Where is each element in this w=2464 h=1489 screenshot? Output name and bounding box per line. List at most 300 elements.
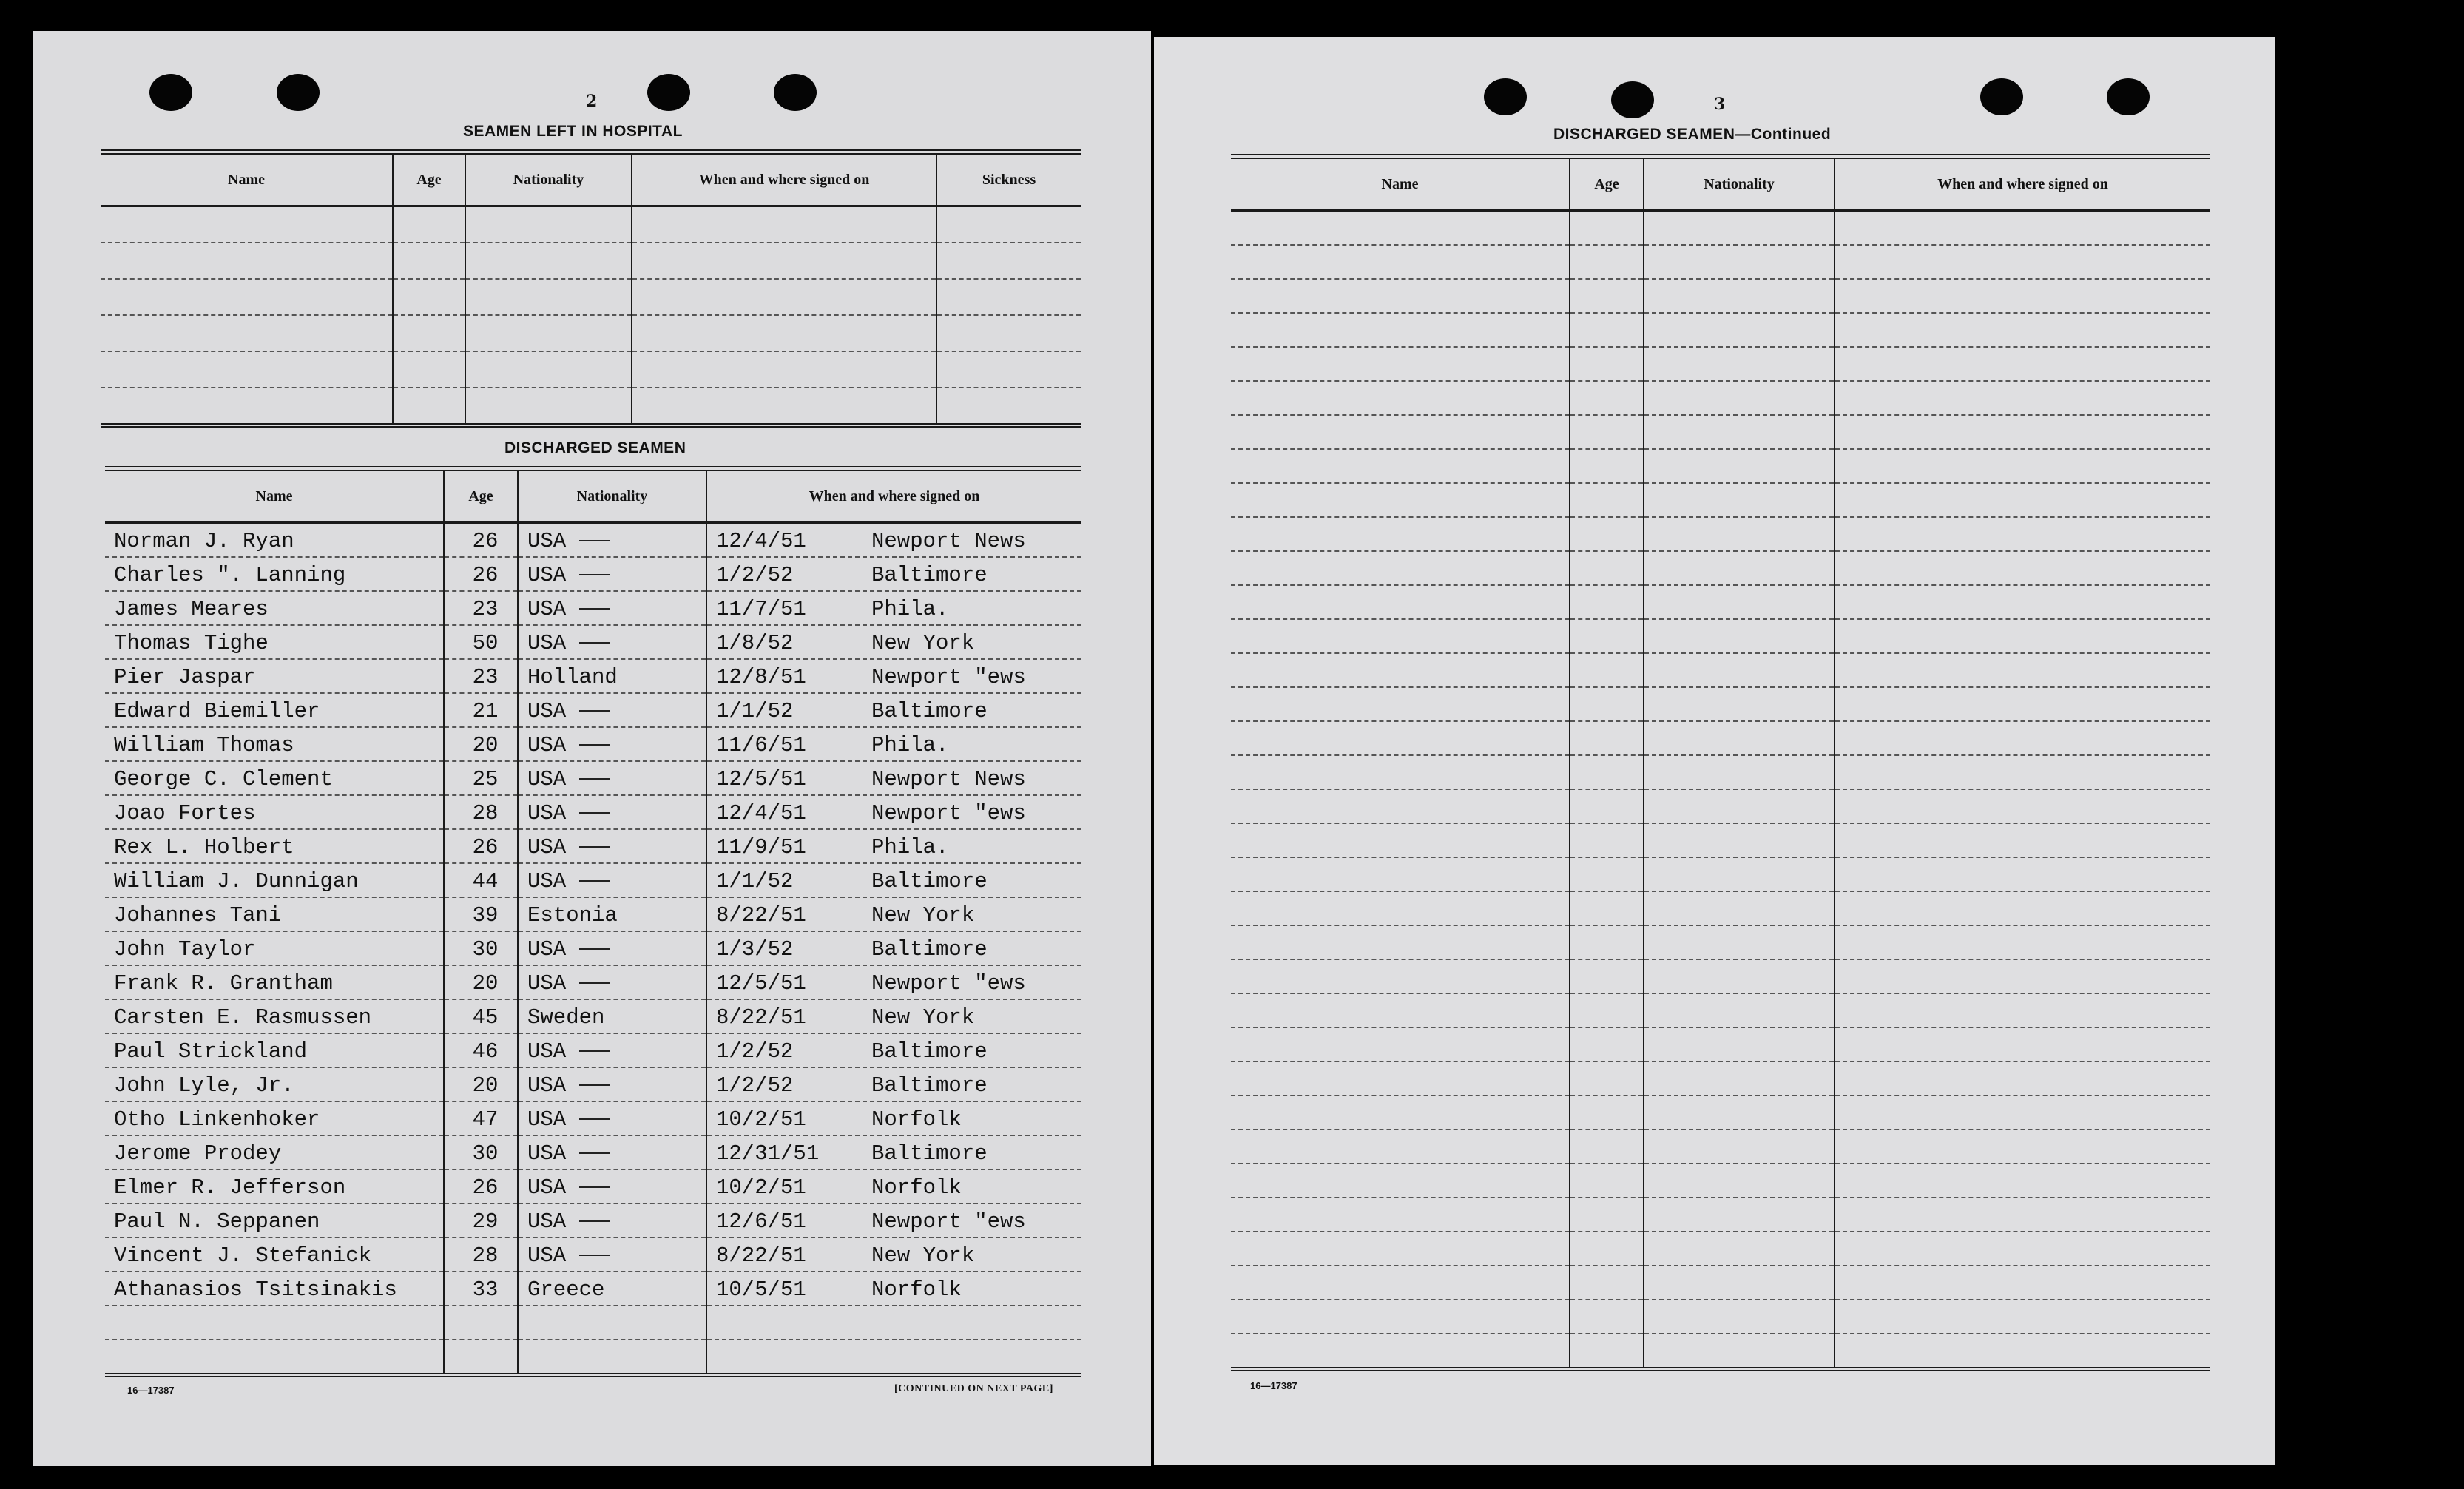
- col-header-sickness: Sickness: [936, 152, 1081, 206]
- nationality-cell: [465, 206, 632, 243]
- seaman-age: 44: [444, 863, 518, 897]
- table-row: [105, 1340, 1081, 1375]
- seaman-name: Paul Strickland: [105, 1033, 444, 1067]
- seaman-age: 39: [444, 897, 518, 931]
- name-cell: [1231, 993, 1570, 1027]
- table-row: [1231, 1095, 2210, 1130]
- when-where-cell: [1835, 789, 2210, 823]
- when-where-cell: [1835, 721, 2210, 755]
- ditto-dash: [579, 710, 610, 712]
- nationality-cell: [1644, 1130, 1835, 1164]
- name-cell: [1231, 211, 1570, 246]
- seaman-nationality: USA: [527, 835, 567, 860]
- table-row: [105, 1272, 1081, 1306]
- age-cell: [1570, 1095, 1644, 1130]
- age-cell: [1570, 959, 1644, 993]
- nationality-cell: [1644, 1027, 1835, 1061]
- age-cell: [1570, 1232, 1644, 1266]
- page-number: 3: [1714, 95, 1726, 114]
- signed-on-place: Phila.: [871, 835, 949, 860]
- name-cell: [1231, 415, 1570, 449]
- signed-on-place: Newport News: [871, 529, 1026, 553]
- seaman-nationality: USA: [527, 937, 567, 962]
- nationality-cell: [1644, 891, 1835, 925]
- age-cell: [393, 206, 465, 243]
- name-cell: [1231, 1095, 1570, 1130]
- seaman-nationality: USA: [527, 1039, 567, 1064]
- signed-on-date: 12/31/51: [716, 1141, 820, 1166]
- seaman-nationality-cell: [518, 659, 706, 693]
- name-cell: [105, 1306, 444, 1340]
- age-cell: [1570, 687, 1644, 721]
- table-row: [1231, 959, 2210, 993]
- age-cell: [393, 351, 465, 388]
- when-where-cell: [1835, 551, 2210, 585]
- when-where-cell: [1835, 483, 2210, 517]
- ditto-dash: [579, 1050, 610, 1052]
- nationality-cell: [1644, 1061, 1835, 1095]
- when-where-cell: [1835, 381, 2210, 415]
- seaman-name: Vincent J. Stefanick: [105, 1238, 444, 1272]
- age-cell: [1570, 1334, 1644, 1369]
- seaman-name: Carsten E. Rasmussen: [105, 999, 444, 1033]
- hospital-table: [101, 149, 1081, 428]
- name-cell: [1231, 1232, 1570, 1266]
- signed-on-date: 12/5/51: [716, 971, 806, 996]
- when-where-cell: [1835, 585, 2210, 619]
- seaman-when-where-cell: [706, 659, 1081, 693]
- seaman-when-where-cell: [706, 727, 1081, 761]
- punch-hole: [277, 74, 320, 111]
- seaman-age: 20: [444, 1067, 518, 1101]
- table-row: [1231, 857, 2210, 891]
- ditto-dash: [579, 1118, 610, 1120]
- when-where-cell: [632, 388, 936, 425]
- table-row: [1231, 1334, 2210, 1369]
- age-cell: [1570, 721, 1644, 755]
- signed-on-place: Norfolk: [871, 1107, 962, 1132]
- table-row: [1231, 1232, 2210, 1266]
- age-cell: [1570, 925, 1644, 959]
- name-cell: [1231, 245, 1570, 279]
- age-cell: [1570, 1198, 1644, 1232]
- seaman-nationality-cell: [518, 795, 706, 829]
- table-row: [101, 315, 1081, 351]
- hospital-section-title: SEAMEN LEFT IN HOSPITAL: [463, 123, 683, 140]
- table-row: [105, 523, 1081, 558]
- signed-on-date: 8/22/51: [716, 1243, 806, 1268]
- name-cell: [1231, 449, 1570, 483]
- table-row: [105, 693, 1081, 727]
- seaman-nationality: USA: [527, 597, 567, 621]
- when-where-cell: [1835, 891, 2210, 925]
- seaman-age: 30: [444, 1135, 518, 1169]
- when-where-cell: [1835, 279, 2210, 313]
- seaman-age: 26: [444, 1169, 518, 1203]
- seaman-when-where-cell: [706, 1101, 1081, 1135]
- seaman-when-where-cell: [706, 829, 1081, 863]
- seaman-nationality-cell: [518, 863, 706, 897]
- seaman-name: Elmer R. Jefferson: [105, 1169, 444, 1203]
- table-row: [1231, 721, 2210, 755]
- nationality-cell: [1644, 857, 1835, 891]
- signed-on-place: Baltimore: [871, 563, 988, 587]
- seaman-when-where-cell: [706, 1033, 1081, 1067]
- table-row: [105, 863, 1081, 897]
- ditto-dash: [579, 778, 610, 780]
- nationality-cell: [1644, 381, 1835, 415]
- when-where-cell: [1835, 857, 2210, 891]
- when-where-cell: [1835, 517, 2210, 551]
- col-header-name: Name: [1231, 157, 1570, 211]
- discharged-continued-table: [1231, 154, 2210, 1371]
- seaman-nationality-cell: [518, 727, 706, 761]
- age-cell: [1570, 415, 1644, 449]
- seaman-name: Thomas Tighe: [105, 625, 444, 659]
- nationality-cell: [1644, 959, 1835, 993]
- seaman-nationality: USA: [527, 971, 567, 996]
- nationality-cell: [1644, 551, 1835, 585]
- seaman-name: William J. Dunnigan: [105, 863, 444, 897]
- sickness-cell: [936, 388, 1081, 425]
- signed-on-date: 10/2/51: [716, 1107, 806, 1132]
- name-cell: [1231, 789, 1570, 823]
- signed-on-date: 12/6/51: [716, 1209, 806, 1234]
- table-row: [1231, 1061, 2210, 1095]
- seaman-name: Pier Jaspar: [105, 659, 444, 693]
- seaman-age: 26: [444, 557, 518, 591]
- name-cell: [1231, 1061, 1570, 1095]
- age-cell: [1570, 1027, 1644, 1061]
- signed-on-date: 1/2/52: [716, 1073, 794, 1098]
- signed-on-place: Phila.: [871, 597, 949, 621]
- table-row: [105, 1169, 1081, 1203]
- table-row: [105, 659, 1081, 693]
- signed-on-place: Norfolk: [871, 1277, 962, 1302]
- table-row: [105, 557, 1081, 591]
- seaman-nationality-cell: [518, 1135, 706, 1169]
- table-row: [101, 243, 1081, 279]
- seaman-nationality-cell: [518, 1169, 706, 1203]
- col-header-name: Name: [105, 469, 444, 523]
- nationality-cell: [465, 315, 632, 351]
- table-row: [1231, 789, 2210, 823]
- table-row: [1231, 551, 2210, 585]
- when-where-cell: [706, 1306, 1081, 1340]
- table-row: [1231, 483, 2210, 517]
- col-header-age: Age: [1570, 157, 1644, 211]
- signed-on-date: 11/9/51: [716, 835, 806, 860]
- signed-on-place: Phila.: [871, 733, 949, 757]
- seaman-nationality-cell: [518, 1238, 706, 1272]
- ditto-dash: [579, 1255, 610, 1256]
- ditto-dash: [579, 812, 610, 814]
- punch-hole: [647, 74, 690, 111]
- seaman-when-where-cell: [706, 1067, 1081, 1101]
- seaman-name: Rex L. Holbert: [105, 829, 444, 863]
- punch-hole: [774, 74, 817, 111]
- when-where-cell: [1835, 1164, 2210, 1198]
- when-where-cell: [1835, 245, 2210, 279]
- seaman-age: 33: [444, 1272, 518, 1306]
- signed-on-place: Newport "ews: [871, 1209, 1026, 1234]
- seaman-when-where-cell: [706, 965, 1081, 999]
- table-row: [105, 931, 1081, 965]
- name-cell: [101, 206, 393, 243]
- seaman-name: Athanasios Tsitsinakis: [105, 1272, 444, 1306]
- seaman-name: John Lyle, Jr.: [105, 1067, 444, 1101]
- nationality-cell: [1644, 211, 1835, 246]
- name-cell: [1231, 1198, 1570, 1232]
- table-row: [1231, 653, 2210, 687]
- seaman-when-where-cell: [706, 897, 1081, 931]
- name-cell: [1231, 619, 1570, 653]
- name-cell: [1231, 1334, 1570, 1369]
- table-row: [1231, 585, 2210, 619]
- col-header-nationality: Nationality: [1644, 157, 1835, 211]
- nationality-cell: [1644, 483, 1835, 517]
- ditto-dash: [579, 880, 610, 882]
- name-cell: [1231, 1130, 1570, 1164]
- seaman-when-where-cell: [706, 1272, 1081, 1306]
- name-cell: [101, 315, 393, 351]
- name-cell: [1231, 653, 1570, 687]
- nationality-cell: [1644, 1198, 1835, 1232]
- when-where-cell: [1835, 347, 2210, 381]
- table-row: [1231, 687, 2210, 721]
- when-where-cell: [1835, 1095, 2210, 1130]
- name-cell: [1231, 687, 1570, 721]
- table-row: [1231, 313, 2210, 347]
- ditto-dash: [579, 1152, 610, 1154]
- signed-on-place: Baltimore: [871, 1073, 988, 1098]
- table-row: [1231, 245, 2210, 279]
- table-row: [105, 625, 1081, 659]
- age-cell: [1570, 381, 1644, 415]
- age-cell: [1570, 211, 1644, 246]
- age-cell: [1570, 857, 1644, 891]
- seaman-nationality-cell: [518, 1272, 706, 1306]
- when-where-cell: [706, 1340, 1081, 1375]
- seaman-nationality: USA: [527, 563, 567, 587]
- seaman-nationality-cell: [518, 999, 706, 1033]
- seaman-nationality: USA: [527, 1107, 567, 1132]
- table-row: [1231, 755, 2210, 789]
- age-cell: [1570, 789, 1644, 823]
- when-where-cell: [632, 206, 936, 243]
- seaman-nationality: USA: [527, 767, 567, 791]
- seaman-nationality-cell: [518, 897, 706, 931]
- table-row: [1231, 619, 2210, 653]
- seaman-age: 25: [444, 761, 518, 795]
- signed-on-date: 12/4/51: [716, 529, 806, 553]
- nationality-cell: [1644, 993, 1835, 1027]
- signed-on-place: Newport "ews: [871, 971, 1026, 996]
- seaman-nationality: Estonia: [527, 903, 618, 928]
- seaman-name: Paul N. Seppanen: [105, 1203, 444, 1238]
- nationality-cell: [518, 1340, 706, 1375]
- name-cell: [1231, 483, 1570, 517]
- signed-on-place: Newport "ews: [871, 665, 1026, 689]
- seaman-nationality-cell: [518, 1101, 706, 1135]
- seaman-name: William Thomas: [105, 727, 444, 761]
- table-row: [105, 761, 1081, 795]
- signed-on-place: Baltimore: [871, 699, 988, 723]
- seaman-name: Edward Biemiller: [105, 693, 444, 727]
- table-row: [105, 1306, 1081, 1340]
- seaman-age: 45: [444, 999, 518, 1033]
- table-row: [1231, 1198, 2210, 1232]
- nationality-cell: [1644, 585, 1835, 619]
- name-cell: [1231, 823, 1570, 857]
- seaman-when-where-cell: [706, 1238, 1081, 1272]
- signed-on-date: 12/4/51: [716, 801, 806, 825]
- when-where-cell: [1835, 823, 2210, 857]
- seaman-nationality-cell: [518, 591, 706, 625]
- table-row: [1231, 993, 2210, 1027]
- seaman-nationality-cell: [518, 1033, 706, 1067]
- table-row: [105, 727, 1081, 761]
- signed-on-date: 12/8/51: [716, 665, 806, 689]
- age-cell: [393, 315, 465, 351]
- age-cell: [1570, 279, 1644, 313]
- name-cell: [1231, 347, 1570, 381]
- col-header-nationality: Nationality: [465, 152, 632, 206]
- signed-on-place: New York: [871, 1243, 975, 1268]
- seaman-nationality: USA: [527, 801, 567, 825]
- table-row: [105, 795, 1081, 829]
- nationality-cell: [1644, 415, 1835, 449]
- name-cell: [1231, 279, 1570, 313]
- seaman-when-where-cell: [706, 999, 1081, 1033]
- signed-on-place: Baltimore: [871, 869, 988, 894]
- signed-on-date: 1/1/52: [716, 869, 794, 894]
- table-row: [105, 1203, 1081, 1238]
- nationality-cell: [1644, 823, 1835, 857]
- seaman-when-where-cell: [706, 1169, 1081, 1203]
- continued-note: [CONTINUED ON NEXT PAGE]: [894, 1383, 1053, 1394]
- seaman-name: John Taylor: [105, 931, 444, 965]
- seaman-age: 23: [444, 591, 518, 625]
- seaman-age: 30: [444, 931, 518, 965]
- when-where-cell: [1835, 1334, 2210, 1369]
- ditto-dash: [579, 982, 610, 984]
- col-header-age: Age: [393, 152, 465, 206]
- age-cell: [393, 388, 465, 425]
- seaman-age: 46: [444, 1033, 518, 1067]
- seaman-age: 29: [444, 1203, 518, 1238]
- seaman-name: Joao Fortes: [105, 795, 444, 829]
- table-row: [1231, 891, 2210, 925]
- name-cell: [1231, 925, 1570, 959]
- seaman-name: James Meares: [105, 591, 444, 625]
- nationality-cell: [1644, 619, 1835, 653]
- age-cell: [393, 279, 465, 315]
- nationality-cell: [465, 243, 632, 279]
- signed-on-place: Baltimore: [871, 1141, 988, 1166]
- nationality-cell: [1644, 1266, 1835, 1300]
- when-where-cell: [632, 315, 936, 351]
- nationality-cell: [1644, 279, 1835, 313]
- seaman-when-where-cell: [706, 863, 1081, 897]
- nationality-cell: [465, 388, 632, 425]
- ditto-dash: [579, 1084, 610, 1086]
- age-cell: [1570, 1266, 1644, 1300]
- when-where-cell: [1835, 1198, 2210, 1232]
- when-where-cell: [1835, 755, 2210, 789]
- seaman-nationality-cell: [518, 761, 706, 795]
- seaman-age: 26: [444, 829, 518, 863]
- signed-on-place: Newport News: [871, 767, 1026, 791]
- when-where-cell: [1835, 313, 2210, 347]
- seaman-nationality: Holland: [527, 665, 618, 689]
- signed-on-date: 1/2/52: [716, 563, 794, 587]
- nationality-cell: [465, 351, 632, 388]
- name-cell: [1231, 755, 1570, 789]
- signed-on-place: Norfolk: [871, 1175, 962, 1200]
- when-where-cell: [1835, 1266, 2210, 1300]
- signed-on-date: 1/1/52: [716, 699, 794, 723]
- signed-on-date: 1/3/52: [716, 937, 794, 962]
- punch-hole: [2107, 78, 2150, 115]
- table-row: [1231, 381, 2210, 415]
- ditto-dash: [579, 574, 610, 575]
- seaman-name: Frank R. Grantham: [105, 965, 444, 999]
- signed-on-place: Baltimore: [871, 1039, 988, 1064]
- seaman-nationality-cell: [518, 523, 706, 558]
- age-cell: [1570, 1164, 1644, 1198]
- table-row: [1231, 1300, 2210, 1334]
- signed-on-date: 10/5/51: [716, 1277, 806, 1302]
- name-cell: [1231, 1027, 1570, 1061]
- table-row: [1231, 1164, 2210, 1198]
- seaman-nationality: USA: [527, 529, 567, 553]
- ditto-dash: [579, 744, 610, 746]
- table-row: [101, 388, 1081, 425]
- sickness-cell: [936, 243, 1081, 279]
- table-row: [1231, 1130, 2210, 1164]
- name-cell: [101, 243, 393, 279]
- table-row: [105, 829, 1081, 863]
- signed-on-date: 1/2/52: [716, 1039, 794, 1064]
- age-cell: [1570, 993, 1644, 1027]
- seaman-age: 47: [444, 1101, 518, 1135]
- seaman-nationality-cell: [518, 557, 706, 591]
- sickness-cell: [936, 279, 1081, 315]
- seaman-name: George C. Clement: [105, 761, 444, 795]
- sickness-cell: [936, 206, 1081, 243]
- signed-on-date: 11/6/51: [716, 733, 806, 757]
- table-row: [105, 897, 1081, 931]
- table-row: [1231, 279, 2210, 313]
- table-row: [101, 351, 1081, 388]
- age-cell: [1570, 449, 1644, 483]
- nationality-cell: [1644, 1300, 1835, 1334]
- left-page: [33, 31, 1151, 1466]
- seaman-nationality: Greece: [527, 1277, 605, 1302]
- name-cell: [1231, 891, 1570, 925]
- seaman-when-where-cell: [706, 591, 1081, 625]
- seaman-nationality: USA: [527, 631, 567, 655]
- age-cell: [444, 1340, 518, 1375]
- seaman-nationality: USA: [527, 699, 567, 723]
- discharged-section-title: DISCHARGED SEAMEN: [504, 439, 686, 456]
- seaman-when-where-cell: [706, 693, 1081, 727]
- table-row: [105, 1135, 1081, 1169]
- seaman-age: 23: [444, 659, 518, 693]
- sickness-cell: [936, 351, 1081, 388]
- seaman-name: Johannes Tani: [105, 897, 444, 931]
